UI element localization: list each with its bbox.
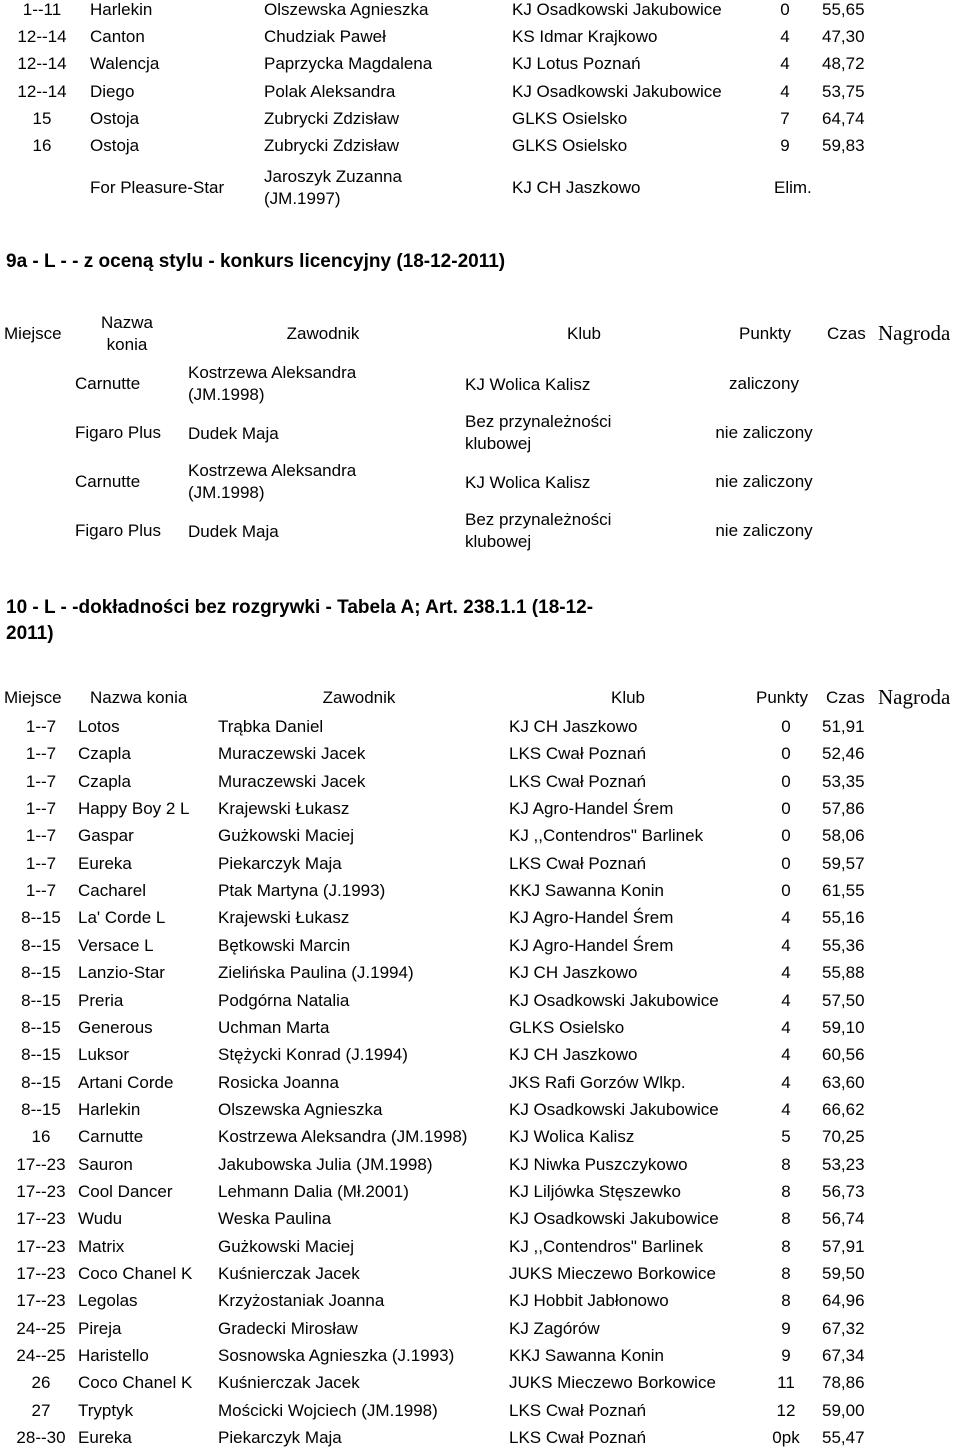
cell-horse: Tryptyk [78, 1400, 134, 1420]
cell-points: 4 [781, 963, 791, 983]
cell-horse: Eureka [78, 1428, 132, 1448]
cell-club: GLKS Osielsko [512, 108, 628, 128]
top-last-row [0, 166, 960, 210]
cell-time: 67,32 [822, 1318, 865, 1338]
cell-club: LKS Cwał Poznań [509, 744, 647, 764]
cell-horse: Harlekin [78, 1099, 141, 1119]
cell-horse: Matrix [78, 1236, 125, 1256]
table-row [0, 743, 960, 770]
cell-points: 4 [781, 1072, 791, 1092]
cell-points: 8 [781, 1209, 791, 1229]
cell-rider: Paprzycka Magdalena [264, 54, 433, 74]
cell-time: 67,34 [822, 1346, 865, 1366]
cell-rider: Stężycki Konrad (J.1994) [218, 1045, 408, 1065]
header-horse [101, 312, 153, 356]
cell-points: 7 [780, 108, 790, 128]
cell-points: 0 [781, 771, 791, 791]
cell-points: 4 [780, 81, 790, 101]
cell-horse: Cacharel [78, 881, 147, 901]
club-line1: Bez przynależności [465, 412, 612, 431]
cell-horse: Coco Chanel K [78, 1264, 193, 1283]
cell-points: 9 [781, 1346, 791, 1366]
cell-club: KJ Osadkowski Jakubowice [509, 1099, 719, 1119]
cell-points: 4 [781, 908, 791, 928]
table-row [0, 460, 960, 504]
cell-club: JKS Rafi Gorzów Wlkp. [509, 1072, 686, 1092]
cell-rider: Zubrycki Zdzisław [264, 136, 400, 155]
cell-time: 64,74 [822, 108, 865, 128]
cell-club: KJ ,,Contendros" Barlinek [509, 1236, 704, 1256]
cell-club: KJ Hobbit Jabłonowo [509, 1291, 669, 1311]
header-points: Punkty [739, 324, 791, 343]
table-row [0, 1099, 960, 1126]
club-line2: klubowej [465, 532, 532, 551]
cell-place: 16 [32, 136, 52, 155]
cell-time: 55,88 [822, 963, 865, 983]
cell-place: 8--15 [21, 1017, 61, 1037]
cell-time: 59,50 [822, 1264, 865, 1283]
table-row [0, 907, 960, 934]
cell-rider: Piekarczyk Maja [218, 1428, 342, 1448]
table-row [0, 771, 960, 798]
cell-club: JUKS Mieczewo Borkowice [509, 1264, 716, 1283]
section-10-title-line2: 2011) [6, 623, 54, 644]
table-row [0, 1072, 960, 1099]
table-row [0, 1427, 960, 1454]
cell-place: 12--14 [17, 54, 67, 74]
club-line2: klubowej [465, 434, 532, 453]
table-row [0, 1400, 960, 1427]
cell-points: 0 [781, 826, 791, 846]
cell-time: 57,91 [822, 1236, 865, 1256]
cell-horse: Wudu [78, 1209, 123, 1229]
cell-points: 8 [781, 1291, 791, 1311]
cell-place: 27 [31, 1400, 51, 1420]
cell-rider: Gużkowski Maciej [218, 1236, 355, 1256]
cell-club: KJ Zagórów [509, 1318, 600, 1338]
cell-time: 59,83 [822, 136, 865, 155]
cell-club: KJ CH Jaszkowo [509, 717, 638, 736]
cell-time: 53,75 [822, 81, 865, 101]
cell-rider: Krajewski Łukasz [218, 908, 350, 928]
cell-club: KKJ Sawanna Konin [509, 881, 664, 901]
cell-points: 0 [780, 0, 790, 19]
section-9a-header [0, 312, 960, 356]
cell-time: 55,47 [822, 1428, 865, 1448]
cell-result: nie zaliczony [715, 472, 813, 491]
header-time: Czas [827, 324, 866, 343]
section-10-title [6, 595, 593, 647]
cell-time: 59,10 [822, 1017, 865, 1037]
cell-club: KS Idmar Krajkowo [512, 27, 658, 47]
cell-points: 8 [781, 1264, 791, 1283]
cell-time: 64,96 [822, 1291, 865, 1311]
cell-time: 53,35 [822, 771, 865, 791]
cell-place: 12--14 [17, 27, 67, 47]
table-row [0, 0, 960, 27]
cell-rider: Gradecki Mirosław [218, 1318, 358, 1338]
cell-club [465, 374, 590, 396]
cell-horse: Lanzio-Star [78, 963, 165, 983]
cell-club: KJ Osadkowski Jakubowice [509, 990, 719, 1010]
cell-club: JUKS Mieczewo Borkowice [509, 1373, 716, 1393]
table-row [0, 1017, 960, 1044]
cell-time: 56,73 [822, 1181, 865, 1201]
table-row [0, 109, 960, 136]
cell-place: 8--15 [21, 1045, 61, 1065]
table-row [0, 1290, 960, 1317]
section-9a-title: 9a - L - - z oceną stylu - konkurs licencyjny (18-12-2011) [6, 251, 506, 272]
cell-rider: Gużkowski Maciej [218, 826, 355, 846]
cell-rider: Podgórna Natalia [218, 990, 350, 1010]
cell-horse: Pireja [78, 1318, 122, 1338]
cell-points: 8 [781, 1236, 791, 1256]
cell-rider: Polak Aleksandra [264, 81, 396, 101]
table-row [0, 82, 960, 109]
cell-club: KJ Agro-Handel Śrem [509, 908, 674, 928]
cell-rider [188, 460, 356, 504]
cell-club: KJ Liljówka Stęszewko [509, 1181, 681, 1201]
cell-rider: Piekarczyk Maja [218, 853, 342, 873]
cell-rider: Chudziak Paweł [264, 27, 386, 47]
rider-line1: Dudek Maja [188, 424, 279, 443]
table-row [0, 1154, 960, 1181]
cell-time: 52,46 [822, 744, 865, 764]
cell-horse: Gaspar [78, 826, 134, 846]
cell-club: GLKS Osielsko [509, 1017, 625, 1037]
cell-place: 8--15 [21, 1072, 61, 1092]
club-line1: KJ Wolica Kalisz [465, 375, 591, 394]
cell-club [465, 411, 611, 455]
cell-place: 1--7 [25, 881, 57, 901]
cell-club: KJ Osadkowski Jakubowice [512, 0, 722, 19]
table-row [0, 853, 960, 880]
cell-rider: Kuśnierczak Jacek [218, 1264, 360, 1283]
cell-points: 8 [781, 1154, 791, 1174]
cell-time: 55,36 [822, 935, 865, 955]
cell-horse: Eureka [78, 853, 132, 873]
cell-place: 24--25 [16, 1318, 66, 1338]
cell-time: 51,91 [822, 717, 865, 736]
cell-place: 1--7 [25, 799, 57, 819]
cell-club: KJ Agro-Handel Śrem [509, 935, 674, 955]
rider-line2: (JM.1998) [188, 483, 265, 502]
cell-place: 1--7 [25, 771, 57, 791]
cell-place: 17--23 [16, 1154, 66, 1174]
rider-line2: (JM.1997) [264, 189, 341, 208]
table-row [0, 1263, 960, 1290]
cell-time: 70,25 [822, 1127, 865, 1147]
table-row [0, 27, 960, 54]
cell-place: 8--15 [21, 935, 61, 955]
table-row [0, 1318, 960, 1345]
cell-result: zaliczony [729, 374, 799, 393]
cell-place: 17--23 [16, 1291, 66, 1311]
cell-rider: Lehmann Dalia (Mł.2001) [218, 1181, 409, 1201]
header-prize: Nagroda [878, 685, 951, 709]
table-row [0, 509, 960, 553]
cell-horse: Ostoja [90, 108, 140, 128]
table-row [0, 716, 960, 743]
cell-rider: Kostrzewa Aleksandra (JM.1998) [218, 1127, 468, 1147]
cell-points: 0pk [772, 1428, 800, 1448]
table-row [0, 1372, 960, 1399]
cell-place: 17--23 [16, 1236, 66, 1256]
cell-time: 47,30 [822, 27, 865, 47]
cell-rider: Sosnowska Agnieszka (J.1993) [218, 1346, 455, 1366]
table-row [0, 136, 960, 163]
header-club: Klub [610, 688, 646, 707]
cell-horse: Sauron [78, 1154, 133, 1174]
table-row [0, 1345, 960, 1372]
cell-club: KJ Osadkowski Jakubowice [512, 81, 722, 101]
rider-line1: Jaroszyk Zuzanna [264, 167, 402, 186]
cell-horse: Coco Chanel K [78, 1373, 193, 1393]
cell-club: GLKS Osielsko [512, 136, 628, 155]
cell-time: 59,00 [822, 1400, 865, 1420]
header-points: Punkty [756, 688, 808, 707]
table-row [0, 990, 960, 1017]
cell-rider: Krzyżostaniak Joanna [218, 1291, 385, 1311]
cell-horse: Versace L [78, 935, 154, 955]
section-10-title-line1: 10 - L - -dokładności bez rozgrywki - Tabela A; Art. 238.1.1 (18-12- [6, 597, 594, 618]
cell-points: 4 [781, 990, 791, 1010]
table-row [0, 1236, 960, 1263]
club-name: KJ CH Jaszkowo [512, 178, 641, 197]
rider-line1: Dudek Maja [188, 522, 279, 541]
cell-points: 4 [781, 935, 791, 955]
cell-horse: Canton [90, 27, 145, 47]
rider-line1: Kostrzewa Aleksandra [188, 363, 357, 382]
cell-place: 28--30 [16, 1428, 66, 1448]
rider-line2: (JM.1998) [188, 385, 265, 404]
cell-place: 17--23 [16, 1209, 66, 1229]
cell-horse: Happy Boy 2 L [78, 799, 190, 819]
cell-rider: Bętkowski Marcin [218, 935, 351, 955]
rider-name [264, 166, 402, 210]
cell-place: 1--7 [25, 853, 57, 873]
header-prize: Nagroda [878, 321, 951, 345]
cell-horse: Haristello [78, 1346, 149, 1366]
cell-place: 17--23 [16, 1181, 66, 1201]
cell-club: KJ Lotus Poznań [512, 54, 641, 74]
cell-rider: Zielińska Paulina (J.1994) [218, 963, 414, 983]
cell-result: nie zaliczony [715, 521, 813, 540]
cell-horse: Carnutte [75, 374, 141, 393]
cell-points: 12 [776, 1400, 796, 1420]
cell-place: 8--15 [21, 990, 61, 1010]
club-line1: KJ Wolica Kalisz [465, 473, 591, 492]
horse-name: For Pleasure-Star [90, 178, 225, 197]
cell-points: 4 [781, 1099, 791, 1119]
cell-horse: Figaro Plus [75, 423, 161, 442]
cell-club: KJ Wolica Kalisz [509, 1127, 635, 1147]
cell-points: 9 [780, 136, 790, 155]
cell-rider: Krajewski Łukasz [218, 799, 350, 819]
cell-place: 8--15 [21, 963, 61, 983]
cell-place: 1--7 [25, 826, 57, 846]
table-row [0, 1181, 960, 1208]
cell-horse: Czapla [78, 771, 131, 791]
header-time: Czas [826, 688, 865, 707]
cell-place: 15 [32, 108, 52, 128]
cell-time: 53,23 [822, 1154, 865, 1174]
cell-points: 0 [781, 853, 791, 873]
cell-rider: Jakubowska Julia (JM.1998) [218, 1154, 433, 1174]
club-line1: Bez przynależności [465, 510, 612, 529]
cell-club: LKS Cwał Poznań [509, 1400, 647, 1420]
cell-horse: Czapla [78, 744, 131, 764]
cell-time: 55,65 [822, 0, 865, 19]
cell-place: 16 [31, 1127, 51, 1147]
cell-points: 4 [780, 27, 790, 47]
cell-rider: Olszewska Agnieszka [264, 0, 429, 19]
cell-place: 1--7 [25, 744, 57, 764]
cell-horse: Artani Corde [78, 1072, 174, 1092]
cell-points: 11 [777, 1373, 795, 1393]
cell-rider: Ptak Martyna (J.1993) [218, 881, 386, 901]
cell-rider: Zubrycki Zdzisław [264, 108, 400, 128]
table-row [0, 54, 960, 81]
cell-points: 0 [781, 881, 791, 901]
cell-horse: Lotos [78, 717, 120, 736]
cell-rider [188, 521, 279, 543]
cell-result: nie zaliczony [715, 423, 813, 442]
cell-time: 59,57 [822, 853, 865, 873]
cell-points: 4 [781, 1045, 791, 1065]
cell-time: 60,56 [822, 1045, 865, 1065]
cell-rider [188, 423, 279, 445]
table-row [0, 825, 960, 852]
cell-horse: Luksor [78, 1045, 130, 1065]
cell-horse: Preria [78, 990, 124, 1010]
cell-horse: Cool Dancer [78, 1181, 173, 1201]
cell-time: 48,72 [822, 54, 865, 74]
cell-place: 24--25 [16, 1346, 66, 1366]
cell-points: 0 [781, 744, 791, 764]
cell-points: 5 [781, 1127, 791, 1147]
cell-club: LKS Cwał Poznań [509, 771, 647, 791]
section-10-header [0, 686, 960, 713]
cell-place: 26 [31, 1373, 51, 1393]
header-place: Miejsce [4, 688, 62, 707]
cell-club: KJ ,,Contendros" Barlinek [509, 826, 704, 846]
cell-time: 66,62 [822, 1099, 865, 1119]
table-row [0, 362, 960, 406]
header-horse-line1: Nazwa [101, 313, 153, 332]
cell-points: 0 [781, 717, 791, 736]
rider-line1: Kostrzewa Aleksandra [188, 461, 357, 480]
cell-points: 4 [781, 1017, 791, 1037]
cell-club: LKS Cwał Poznań [509, 1428, 647, 1448]
cell-horse: Carnutte [78, 1127, 144, 1147]
cell-club: KJ CH Jaszkowo [509, 1045, 638, 1065]
cell-horse: Harlekin [90, 0, 153, 19]
cell-club: KJ Niwka Puszczykowo [509, 1154, 688, 1174]
table-row [0, 411, 960, 455]
table-row [0, 962, 960, 989]
cell-place: 1--7 [25, 717, 57, 736]
cell-club [465, 509, 611, 553]
header-club: Klub [566, 324, 602, 343]
cell-place: 12--14 [17, 81, 67, 101]
cell-points: 8 [781, 1181, 791, 1201]
cell-time: 78,86 [822, 1373, 865, 1393]
cell-points: 9 [781, 1318, 791, 1338]
cell-time: 61,55 [822, 881, 865, 901]
cell-time: 63,60 [822, 1072, 865, 1092]
cell-club: LKS Cwał Poznań [509, 853, 647, 873]
header-horse: Nazwa konia [90, 688, 188, 707]
cell-club [465, 472, 590, 494]
cell-time: 57,86 [822, 799, 865, 819]
result-text: Elim. [774, 178, 812, 197]
cell-rider: Kuśnierczak Jacek [218, 1373, 360, 1393]
cell-horse: La' Corde L [78, 908, 166, 928]
cell-points: 4 [780, 54, 790, 74]
cell-time: 57,50 [822, 990, 865, 1010]
table-row [0, 1208, 960, 1235]
cell-horse: Diego [90, 81, 135, 101]
cell-rider: Muraczewski Jacek [218, 744, 366, 764]
cell-rider: Rosicka Joanna [218, 1072, 339, 1092]
cell-horse: Walencja [90, 54, 160, 74]
table-row [0, 935, 960, 962]
cell-points: 0 [781, 799, 791, 819]
header-place: Miejsce [4, 324, 62, 343]
cell-rider: Uchman Marta [218, 1017, 330, 1037]
cell-club: KJ Agro-Handel Śrem [509, 799, 674, 819]
cell-time: 55,16 [822, 908, 865, 928]
header-rider: Zawodnik [322, 688, 396, 707]
cell-club: KJ CH Jaszkowo [509, 963, 638, 983]
cell-rider: Weska Paulina [218, 1209, 332, 1229]
cell-rider: Mościcki Wojciech (JM.1998) [218, 1400, 438, 1420]
cell-place: 8--15 [21, 908, 61, 928]
table-row [0, 880, 960, 907]
cell-rider: Muraczewski Jacek [218, 771, 366, 791]
cell-time: 58,06 [822, 826, 865, 846]
table-row [0, 798, 960, 825]
cell-horse: Figaro Plus [75, 521, 161, 540]
table-row [0, 1126, 960, 1153]
table-row [0, 1044, 960, 1071]
cell-time: 56,74 [822, 1209, 865, 1229]
header-rider: Zawodnik [286, 324, 360, 343]
cell-rider: Trąbka Daniel [218, 717, 324, 736]
cell-place: 1--11 [22, 0, 62, 19]
cell-place: 17--23 [16, 1264, 66, 1283]
cell-horse: Ostoja [90, 136, 140, 155]
cell-horse: Carnutte [75, 472, 141, 491]
cell-club: KJ Osadkowski Jakubowice [509, 1209, 719, 1229]
cell-horse: Generous [78, 1017, 153, 1037]
cell-horse: Legolas [78, 1291, 138, 1311]
cell-club: KKJ Sawanna Konin [509, 1346, 664, 1366]
cell-rider: Olszewska Agnieszka [218, 1099, 383, 1119]
cell-place: 8--15 [21, 1099, 61, 1119]
header-horse-line2: konia [106, 335, 148, 354]
cell-rider [188, 362, 356, 406]
